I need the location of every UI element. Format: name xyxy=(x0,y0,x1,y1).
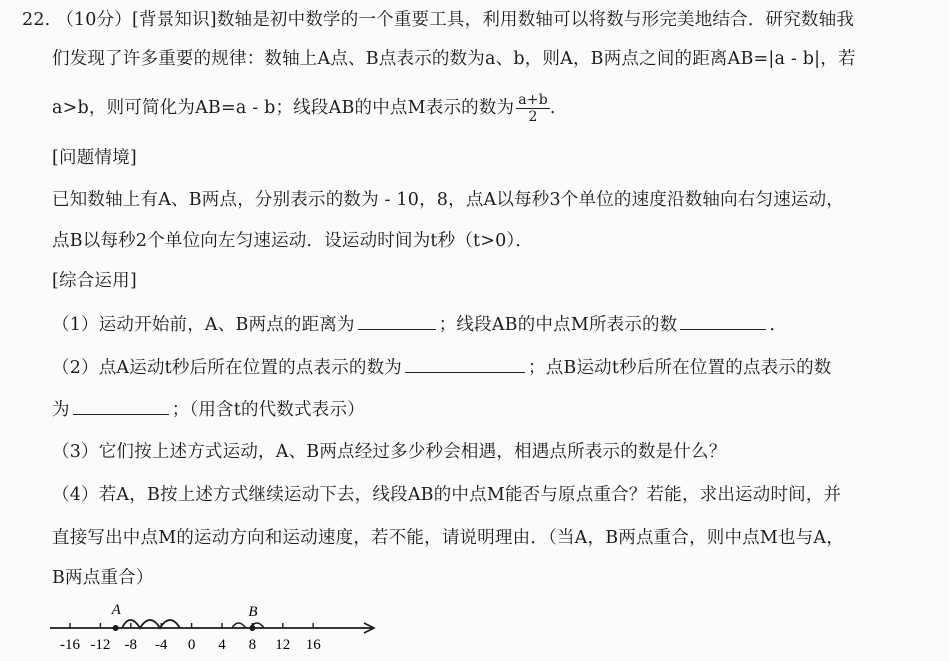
question-intro-line-2: 们发现了许多重要的规律：数轴上A点、B点表示的数为a、b，则A，B两点之间的距离AB=|a - b|，若 xyxy=(52,49,856,69)
q1-text-c: ． xyxy=(769,315,788,335)
sub-question-2 xyxy=(52,355,832,380)
number-line-tick-label: 12 xyxy=(275,637,291,653)
fraction-numerator: a+b xyxy=(518,92,548,108)
q2-blank-a-position[interactable] xyxy=(405,355,525,373)
point-b-dot xyxy=(249,625,255,631)
problem-line-1: 已知数轴上有A、B两点，分别表示的数为 - 10，8，点A以每秒3个单位的速度沿数轴向右匀速运动， xyxy=(52,190,845,210)
number-line-tick-label: -12 xyxy=(90,637,111,653)
midpoint-fraction xyxy=(516,92,550,125)
number-line-tick-label: 16 xyxy=(305,637,321,653)
point-a-dot xyxy=(113,625,119,631)
fraction-denominator: 2 xyxy=(528,109,538,125)
line3-end: . xyxy=(549,98,556,118)
sub-question-4-line-1: （4）若A，B按上述方式继续运动下去，线段AB的中点M能否与原点重合？若能，求出运动时间，并 xyxy=(52,485,842,505)
question-intro-line-1: 22. （10分）[背景知识]数轴是初中数学的一个重要工具，利用数轴可以将数与形完美地结合．研究数轴我 xyxy=(22,10,855,30)
q2-text-b: ；点B运动t秒后所在位置的点表示的数 xyxy=(528,358,832,378)
sub-question-4-line-3: B两点重合） xyxy=(52,568,154,588)
point-b-label: B xyxy=(248,604,258,620)
sub-question-1 xyxy=(52,312,787,337)
sub-question-3: （3）它们按上述方式运动，A、B两点经过多少秒会相遇，相遇点所表示的数是什么？ xyxy=(52,442,727,462)
point-a-label: A xyxy=(111,602,121,618)
q2-blank-b-position[interactable] xyxy=(73,397,169,415)
section-problem-title: [问题情境] xyxy=(52,148,137,168)
problem-line-2: 点B以每秒2个单位向左匀速运动．设运动时间为t秒（t>0）． xyxy=(52,231,534,251)
section-apply-title: [综合运用] xyxy=(52,271,137,291)
number-line xyxy=(40,592,390,654)
number-line-tick-labels xyxy=(60,637,321,653)
sub-question-4-line-2: 直接写出中点M的运动方向和运动速度，若不能，请说明理由．（当A，B两点重合，则中点M也与A， xyxy=(52,528,844,548)
number-line-tick-label: -4 xyxy=(154,637,168,653)
number-line-tick-label: 0 xyxy=(187,637,196,653)
number-line-tick-label: 4 xyxy=(218,637,226,653)
q2-text-c: 为 xyxy=(52,400,70,420)
q1-blank-midpoint[interactable] xyxy=(680,312,766,330)
q1-text-b: ；线段AB的中点M所表示的数 xyxy=(438,315,678,335)
number-line-tick-label: -16 xyxy=(60,637,80,653)
sub-question-2-cont xyxy=(52,397,365,422)
number-line-tick-label: 8 xyxy=(248,637,257,653)
q1-text-a: （1）运动开始前，A、B两点的距离为 xyxy=(52,315,355,335)
number-line-tick-label: -8 xyxy=(124,637,138,653)
q2-text-d: ；（用含t的代数式表示） xyxy=(171,400,365,420)
q2-text-a: （2）点A运动t秒后所在位置的点表示的数为 xyxy=(52,358,403,378)
midpoint-text: a>b，则可简化为AB=a - b；线段AB的中点M表示的数为 xyxy=(52,98,515,118)
q1-blank-distance[interactable] xyxy=(358,312,436,330)
question-intro-line-3 xyxy=(52,92,556,125)
